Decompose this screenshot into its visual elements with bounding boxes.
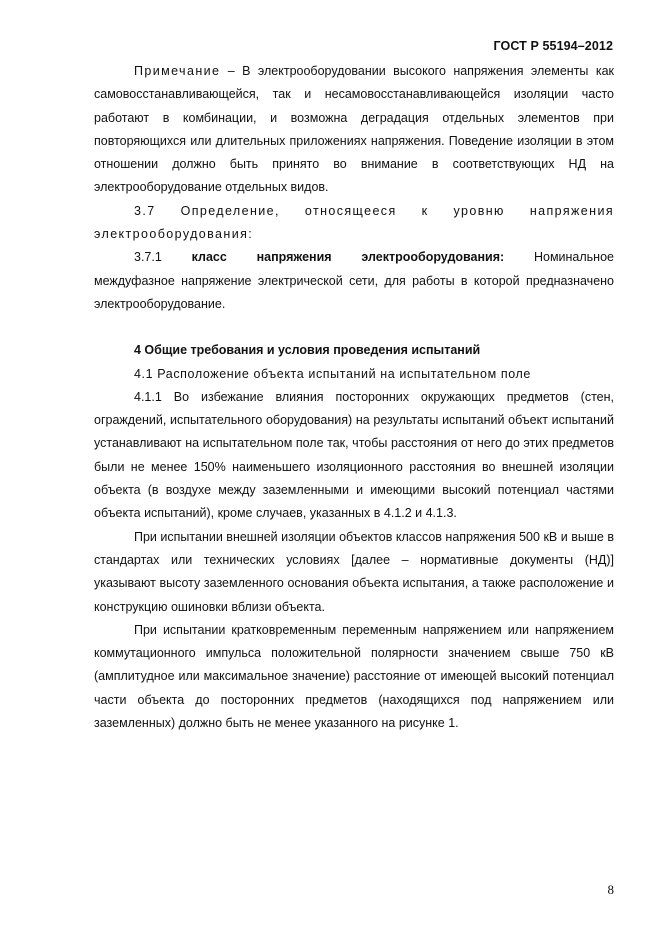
paragraph-external-insulation: При испытании внешней изоляции объектов классов напряжения 500 кВ и выше в стандартах или технических условиях [далее – нормативные документы (НД)] указывают высоту заземленного основания объекта испытания, а также расположение и конструкцию ошиновки вблизи объекта. <box>94 529 614 614</box>
standard-header: ГОСТ Р 55194–2012 <box>493 39 613 53</box>
section-4-title: 4 Общие требования и условия проведения испытаний <box>134 343 481 358</box>
document-body <box>94 60 614 735</box>
page-number: 8 <box>607 882 614 897</box>
term-word-2: напряжения <box>256 250 332 265</box>
subsection-4-1-title: 4.1 Расположение объекта испытаний на испытательном поле <box>134 366 531 381</box>
term-number: 3.7.1 <box>134 250 162 265</box>
term-word-1: класс <box>191 250 227 265</box>
note-label: Примечание <box>134 64 221 78</box>
note-paragraph <box>94 60 614 200</box>
term-definition-start: Номинальное <box>533 250 614 265</box>
paragraph-3-7: 3.7 Определение, относящееся к уровню напряжения электрооборудования: <box>94 203 614 242</box>
paragraph-4-1-1: 4.1.1 Во избежание влияния посторонних окружающих предметов (стен, ограждений, испытательного оборудования) на результаты испытаний объект испытаний устанавливают на испытательном поле так, чтобы расстояния от него до этих предметов были не менее 150% наименьшего изоляционного расстояния во внешней изоляции объекта (в воздухе между заземленными и имеющими высокий потенциал частями объекта испытаний), кроме случаев, указанных в 4.1.2 и 4.1.3. <box>94 389 614 521</box>
paragraph-short-term-voltage: При испытании кратковременным переменным напряжением или напряжением коммутационного импульса положительной полярности значением свыше 750 кВ (амплитудное или максимальное значение) расстояние от имеющей высокий потенциал части объекта до посторонних предметов (находящихся под напряжением или заземленных) должно быть не менее указанного на рисунке 1. <box>94 622 614 731</box>
note-text: – В электрооборудовании высокого напряжения элементы как самовосстанавливающейся, так и несамовосстанавливающейся изоляции часто работают в комбинации, и возможна деградация отдельных элементов при повторяющихся или длительных приложениях напряжения. Поведение изоляции в этом отношении должно быть принято во внимание в соответствующих НД на электрооборудование отдельных видов. <box>94 64 614 195</box>
term-word-3: электрооборудования: <box>361 250 505 265</box>
term-definition-rest: междуфазное напряжение электрической сети, для работы в которой предназначено электрооборудование. <box>94 273 614 311</box>
section-gap <box>94 316 614 339</box>
term-3-7-1-line <box>94 246 614 269</box>
